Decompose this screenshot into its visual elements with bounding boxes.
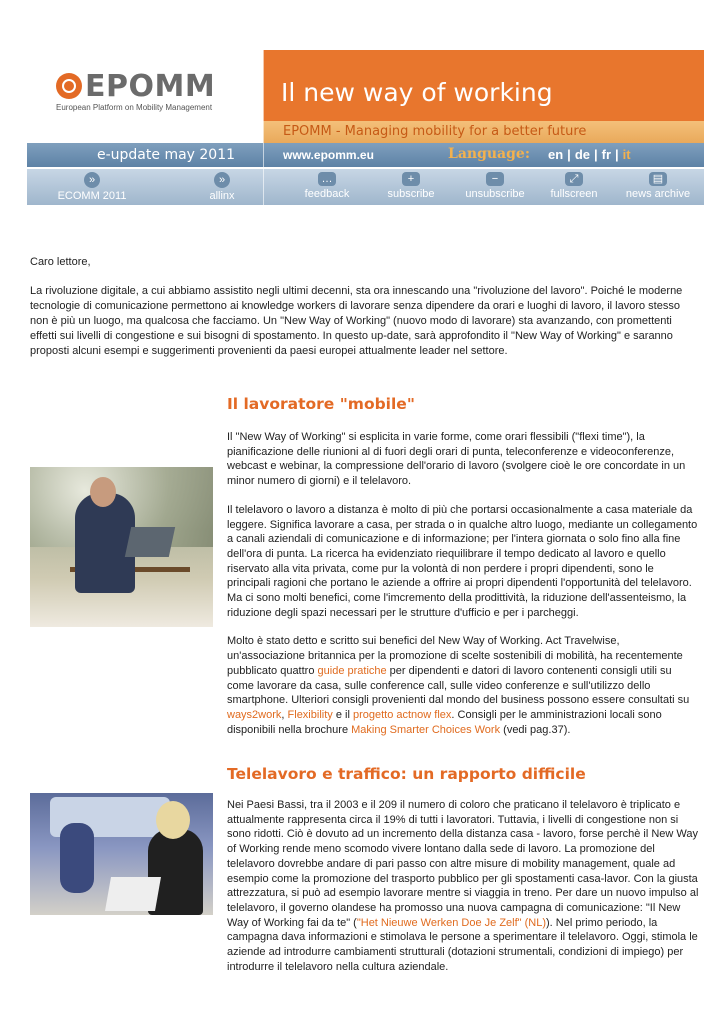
archive-icon: ▤ xyxy=(649,172,667,186)
paragraph: Il telelavoro o lavoro a distanza è molto di più che portarsi occasionalmente a casa materiale da leggere. Significa lavorare a casa, per strada o in qualche altro luogo, mediante un collegamento a canali aziendali di comunicazione e di informazione; per l'intera giornata o solo fino alla fine dell'ora di punta. La ricerca ha evidenziato riequilibrare il tempo dedicato al lavoro e quello riservato alla vita privata, come pur la volontà di non perdere i propri dipendenti, sono le principali ragioni che portano le aziende a offrire ai propri dipendenti l'opportunità del telelavoro. Ma ci sono molti benefici, come l'imcremento della prodittività, la riduzione dell'assenteismo, la riduzione degli spazi necessari per le strutture d'ufficio e per i parcheggi. xyxy=(227,503,698,619)
nav-bar xyxy=(27,169,704,205)
fullscreen-icon: ⤢ xyxy=(565,172,583,186)
nav-label: allinx xyxy=(209,190,235,202)
paragraph: Molto è stato detto e scritto sui benefici del New Way of Working. Act Travelwise, un'associazione britannica per la promozione di scelte sostenibili di mobilità, ha recentemente pubblicato quattro guide pratiche per dipendenti e datori di lavoro contenenti consigli utili su come lavorare da casa, sulle conference call, sulle video conferenze e sull'utilizzo dello smartphone. Ulteriori consigli provenienti dal mondo del business possono essere consultati su ways2work, Flexibility e il progetto actnow flex. Consigli per le amministrazioni locali sono disponibili nella brochure Making Smarter Choices Work (vedi pag.37). xyxy=(227,635,690,736)
tagline-bar xyxy=(263,121,704,143)
nav-label: fullscreen xyxy=(550,188,598,200)
tagline: EPOMM - Managing mobility for a better future xyxy=(283,124,587,139)
link-flexibility[interactable]: Flexibility xyxy=(287,708,333,721)
envelope-plus-icon: + xyxy=(402,172,420,186)
paragraph: Il "New Way of Working" si esplicita in varie forme, come orari flessibili ("flexi time"), la pianificazione delle riunioni al di fuori degli orari di punta, teleconferenze e videoconferenze, webcast e webinar, la compressione dell'orario di lavoro (svolgere cioè le ore concordate in un minor numero di giorni) e il telelavoro. xyxy=(227,431,686,488)
nav-label: subscribe xyxy=(387,188,435,200)
nav-fullscreen[interactable] xyxy=(539,169,609,205)
nav-feedback[interactable] xyxy=(289,169,365,205)
section-title: Telelavoro e traffico: un rapporto difficile xyxy=(227,765,586,783)
language-it[interactable]: it xyxy=(622,147,631,162)
nav-label: feedback xyxy=(304,188,350,200)
epomm-logo-icon xyxy=(56,73,82,99)
nav-news-archive[interactable] xyxy=(615,169,701,205)
photo-man-with-laptop xyxy=(30,467,213,627)
nav-label: ECOMM 2011 xyxy=(57,190,127,202)
nav-label: news archive xyxy=(625,188,691,200)
section-title: Il lavoratore "mobile" xyxy=(227,395,415,413)
header-divider xyxy=(263,45,264,205)
language-en[interactable]: en xyxy=(548,147,564,162)
language-selector: en | de | fr | it xyxy=(548,147,631,162)
link-actnow-flex[interactable]: progetto actnow flex xyxy=(352,708,452,721)
intro xyxy=(30,255,700,373)
language-de[interactable]: de xyxy=(574,147,590,162)
language-label: Language: xyxy=(448,146,530,162)
newsletter-title: Il new way of working xyxy=(281,78,553,107)
site-link[interactable]: www.epomm.eu xyxy=(283,148,374,162)
paragraph: Nei Paesi Bassi, tra il 2003 e il 209 il numero di coloro che praticano il telelavoro è triplicato e attualmente rappresenta circa il 19% di tutti i lavoratori. Tuttavia, i livelli di congestione non si sono ridotti. Ciò è dovuto ad un incremento della distanza casa - lavoro, forse perchè il New Way of Working rende meno scomodo vivere lontano dalla sede di lavoro. La promozione del telelavoro dovrebbe andare di pari passo con altre misure di mobility management, quale ad esempio come la promozione del trasporto pubblico per gli spostamenti casa-lavor. Con la giusta attrezzatura, si può ad esempio lavorare mentre si viaggia in treno. Per dare un nuovo impulso al telelavoro, il governo olandese ha promosso una nuova campagna di comunicazione: "Il New Way of Working fai da te" ("Het Nieuwe Werken Doe Je Zelf" (NL)). Nel primo periodo, la campagna dava informazioni e stimolava le persone a sperimentare il telelavoro. Oggi, stimola le aziende ad introdurre cambiamenti strutturali (dotazioni strumentali, condizioni di impiego) per introdurre il telelavoro nella cultura aziendale. xyxy=(227,799,699,973)
link-ways2work[interactable]: ways2work xyxy=(227,708,282,721)
logo-subtitle: European Platform on Mobility Management xyxy=(56,103,213,112)
language-fr[interactable]: fr xyxy=(601,147,612,162)
nav-label: unsubscribe xyxy=(465,188,525,200)
edition-label: e-update may 2011 xyxy=(97,147,236,163)
nav-ecomm-2011[interactable] xyxy=(47,169,137,205)
nav-unsubscribe[interactable] xyxy=(457,169,533,205)
info-bar xyxy=(27,143,704,167)
logo-area xyxy=(27,45,263,145)
envelope-minus-icon: − xyxy=(486,172,504,186)
intro-paragraph: La rivoluzione digitale, a cui abbiamo assistito negli ultimi decenni, sta ora innescando una "rivoluzione del lavoro". Poiché le moderne tecnologie di comunicazione permettono ai knowledge workers di lavorare senza dipendere da orari e luoghi di lavoro, il lavoro stesso non è più un luogo, ma qualcosa che facciamo. Un "New Way of Working" (nuovo modo di lavorare) sta avanzando, con promettenti effetti sui livelli di congestione e sui bisogni di spostamento. In questo up-date, sarà approfondito il "New Way of Working" e saranno proposti alcuni esempi e suggerimenti provenienti da paesi europei attualmente leader nel settore. xyxy=(30,285,683,357)
link-het-nieuwe-werken[interactable]: "Het Nieuwe Werken Doe Je Zelf" (NL) xyxy=(356,916,547,929)
section-body xyxy=(227,430,699,751)
speech-bubble-icon: … xyxy=(318,172,336,186)
section-body xyxy=(227,798,699,988)
double-chevron-icon: » xyxy=(214,172,230,188)
photo-train-commuters xyxy=(30,793,213,915)
link-guide-pratiche[interactable]: guide pratiche xyxy=(317,664,387,677)
nav-subscribe[interactable] xyxy=(373,169,449,205)
double-chevron-icon: » xyxy=(84,172,100,188)
link-making-smarter-choices[interactable]: Making Smarter Choices Work xyxy=(351,723,501,736)
nav-allinx[interactable] xyxy=(187,169,257,205)
newsletter-header xyxy=(27,45,704,205)
greeting: Caro lettore, xyxy=(30,256,91,268)
logo-text: EPOMM xyxy=(85,69,216,104)
